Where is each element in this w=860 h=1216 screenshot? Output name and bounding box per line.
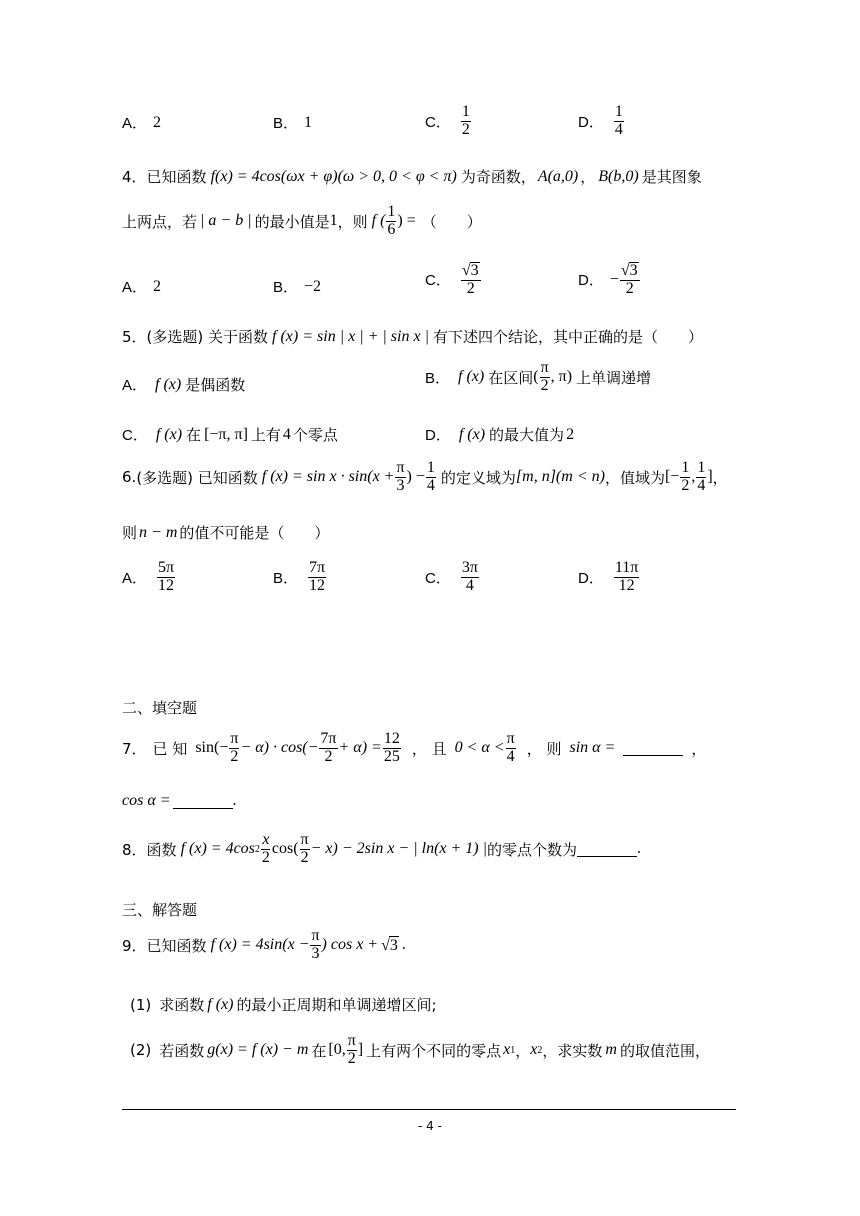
q6-option-d-label: D． [578, 569, 604, 587]
q5-option-a [122, 374, 245, 395]
q6-option-b [273, 560, 327, 595]
q8-answer-blank[interactable] [577, 842, 637, 857]
q5-text: (多选题) 关于函数 [146, 328, 269, 346]
q6-text: 的值不可能是（ ） [179, 524, 330, 542]
q3-option-c-label: C． [425, 113, 451, 131]
q4-text: 是其图象 [641, 168, 702, 186]
q4-option-a [122, 276, 161, 297]
q4-value: 1 [329, 212, 338, 230]
q6-domain: [m, n](m < n) [515, 468, 605, 486]
q5-option-c-text: 上有 [250, 426, 281, 444]
q6-range-frac2: $\frac{1}{4}$ [697, 459, 706, 494]
q8-text: 函数 [146, 840, 177, 859]
q6-option-a-fraction: $\frac{5\pi}{12}$ [158, 559, 175, 594]
q5-option-b-paren: , π) [550, 368, 573, 386]
q4-option-d [578, 262, 641, 298]
q3-option-a-value: 2 [153, 113, 162, 131]
q5-option-b-fraction: $\frac{\pi}{2}$ [540, 359, 549, 394]
q5-option-d [425, 424, 574, 445]
q4-option-a-value: 2 [153, 277, 162, 295]
q6-text: (多选题) 已知函数 [136, 468, 258, 487]
q3-option-d-fraction: $\frac{1}{4}$ [614, 103, 623, 138]
q5-option-b-text: 上单调递增 [576, 368, 652, 387]
q7-expr: − α) · cos(− [240, 739, 319, 757]
q9-part-2-interval: [0, [328, 1041, 346, 1059]
q4-stem-line1 [122, 166, 702, 187]
q8-exponent: 2 [254, 843, 260, 855]
q4-comma: ， [580, 168, 596, 186]
q3-option-a-label: A． [122, 115, 148, 132]
q8-fraction-pi2: $\frac{\pi}{2}$ [300, 831, 309, 866]
q4-option-a-label: A． [122, 279, 148, 296]
q9-part-2-x2-sub: 2 [537, 1044, 543, 1056]
q9-part-2-text: 上有两个不同的零点 [366, 1041, 502, 1060]
q4-text: ，则 [337, 212, 368, 231]
q6-stem-line2 [122, 522, 329, 543]
q7-fraction-pi2: $\frac{\pi}{2}$ [230, 730, 239, 765]
q4-stem-line2 [122, 204, 482, 239]
q4-option-c-label: C． [425, 272, 451, 290]
q5-option-c-text: 个零点 [292, 426, 338, 444]
q7-sin-alpha: sin α = [569, 739, 616, 757]
q9-number: 9． [122, 936, 147, 955]
q9-period: . [401, 936, 406, 954]
q6-text: 的定义域为 [440, 468, 516, 487]
q7-condition: 0 < α < [454, 739, 505, 757]
q3-options-row [122, 112, 161, 133]
q6-option-d [578, 560, 640, 595]
q5-option-b-f: f (x) [458, 368, 485, 386]
q4-option-b-value: −2 [304, 277, 322, 295]
section-title-solutions: 三、解答题 [122, 901, 198, 919]
q5-option-d-label: D． [425, 427, 451, 444]
q5-option-c-text: 在 [186, 426, 202, 444]
q6-fraction-pi3: $\frac{\pi}{3}$ [396, 459, 405, 494]
q4-option-b [273, 276, 321, 297]
q6-option-a-label: A． [122, 569, 148, 587]
q6-fraction-quarter: $\frac{1}{4}$ [426, 459, 435, 494]
q4-point-a: A(a,0) [537, 167, 579, 185]
q5-function: f (x) = sin | x | + | sin x | [272, 327, 429, 345]
q4-text: 为奇函数， [460, 168, 536, 186]
q9-part-2-text: 的取值范围， [619, 1041, 710, 1060]
q5-option-c-value: 4 [282, 425, 291, 443]
q7-cos-alpha: cos α = [122, 792, 171, 809]
q4-f: f ( [371, 212, 386, 230]
q9-part-2-text: 若函数 [159, 1041, 205, 1060]
q3-option-b-value: 1 [304, 113, 313, 131]
q5-text: 有下述四个结论，其中正确的是（ ） [432, 328, 703, 346]
q6-range: , [691, 468, 696, 486]
q7-period: . [232, 792, 237, 809]
q9-part-2-fraction: $\frac{\pi}{2}$ [347, 1032, 356, 1067]
q5-option-c-interval: [−π, π] [204, 425, 248, 443]
q5-option-a-f: f (x) [155, 375, 182, 393]
q5-option-c-f: f (x) [155, 425, 183, 443]
q7-text: ， 且 [411, 739, 447, 758]
q5-option-a-label: A． [122, 377, 148, 394]
q8-number: 8． [122, 840, 147, 859]
q9-part-2-label: (2) [130, 1041, 152, 1060]
q5-option-b-paren: ( [533, 368, 539, 386]
q7-text: ， [691, 739, 707, 758]
q5-option-b-text: 在区间 [488, 368, 534, 387]
q4-text: 上两点，若 [122, 212, 198, 231]
q6-number: 6. [122, 468, 137, 487]
q4-option-c-fraction: $\frac{√3}{2}$ [461, 262, 479, 297]
q9-fraction-pi3: $\frac{\pi}{3}$ [311, 927, 320, 962]
q6-range-frac1: $\frac{1}{2}$ [681, 459, 690, 494]
q6-range: [− [664, 468, 680, 486]
q9-stem [122, 928, 406, 963]
q3-option-d-label: D． [578, 113, 604, 131]
q6-option-b-label: B． [273, 569, 299, 587]
q7-expr: sin(− [195, 739, 229, 757]
q6-function: ) − [406, 468, 425, 486]
q5-option-c [122, 424, 338, 445]
q3-option-d [578, 104, 625, 139]
q9-part-2-m: m [605, 1041, 617, 1059]
q7-expr: + α) = [338, 739, 382, 757]
q9-part-1-f: f (x) [207, 995, 234, 1013]
q5-option-d-text: 的最大值为 [489, 426, 565, 444]
q7-stem-line2 [122, 792, 237, 810]
q4-option-b-label: B． [273, 279, 299, 296]
q4-option-d-fraction: $\frac{√3}{2}$ [620, 262, 638, 297]
q9-sqrt: √3 [381, 936, 398, 954]
q5-option-b-label: B． [425, 369, 451, 387]
q6-option-c-label: C． [425, 569, 451, 587]
q5-option-a-text: 是偶函数 [185, 376, 246, 394]
q6-option-a [122, 560, 176, 595]
q9-part-1-label: (1) [130, 995, 152, 1014]
q5-stem [122, 326, 703, 347]
q9-part-2-x1: x [503, 1041, 511, 1059]
q7-text: 已 知 [152, 739, 188, 758]
q8-function: cos( [271, 840, 299, 858]
q7-fraction-pi4: $\frac{\pi}{4}$ [506, 730, 515, 765]
q6-stem-line1 [122, 460, 728, 495]
q4-abs: | a − b | [200, 212, 252, 230]
q6-function: f (x) = sin x · sin(x + [261, 468, 395, 486]
q5-option-c-label: C． [122, 427, 148, 444]
q5-option-b [425, 360, 651, 395]
q3-option-c [425, 104, 472, 139]
q7-fraction-7pi2: $\frac{7\pi}{2}$ [320, 730, 337, 765]
q7-text: ， 则 [526, 739, 562, 758]
q9-part-2-x1-sub: 1 [510, 1044, 516, 1056]
q6-text: ， [712, 468, 728, 487]
q5-number: 5． [122, 328, 147, 346]
q9-part-1-text: 求函数 [159, 996, 205, 1014]
q9-part-2-x2: x [530, 1041, 538, 1059]
q9-function: f (x) = 4sin(x − [210, 936, 310, 954]
q7-answer-blank-2[interactable] [173, 794, 233, 809]
q4-text: 已知函数 [146, 168, 207, 186]
q6-option-c [425, 560, 480, 595]
q4-text: 的最小值是 [254, 212, 330, 231]
q9-part-1-text: 的最小正周期和单调递增区间; [236, 996, 437, 1014]
q8-stem [122, 832, 641, 867]
q8-period: . [637, 840, 642, 858]
section-title-fill-in: 二、填空题 [122, 699, 198, 717]
q7-fraction-value: $\frac{12}{25}$ [383, 730, 400, 765]
q9-part-2-g: g(x) = f (x) − m [207, 1041, 309, 1059]
q8-fraction-x2: $\frac{x}{2}$ [261, 831, 270, 866]
q6-option-b-fraction: $\frac{7\pi}{12}$ [309, 559, 326, 594]
q5-option-d-f: f (x) [458, 425, 486, 443]
q5-option-d-value: 2 [566, 425, 575, 443]
q4-number: 4． [122, 168, 147, 186]
q3-option-c-fraction: $\frac{1}{2}$ [461, 103, 470, 138]
page-number: - 4 - [418, 1119, 442, 1133]
q9-text: 已知函数 [146, 936, 207, 955]
q3-option-b [273, 112, 312, 133]
q9-part-2-interval: ] [357, 1041, 364, 1059]
q9-part-1 [130, 994, 437, 1015]
q4-point-b: B(b,0) [598, 167, 639, 185]
q4-answer-paren: （ ） [421, 212, 482, 231]
q4-fraction: $\frac{1}{6}$ [387, 203, 396, 238]
q3-option-b-label: B． [273, 115, 299, 132]
q4-function: f(x) = 4cos(ωx + φ)(ω > 0, 0 < φ < π) [210, 167, 457, 185]
q4-option-d-label: D． [578, 272, 604, 290]
q9-function: ) cos x + [321, 936, 379, 954]
q6-option-c-fraction: $\frac{3\pi}{4}$ [461, 559, 478, 594]
q6-text: ，值域为 [604, 468, 665, 487]
q7-answer-blank-1[interactable] [623, 741, 683, 756]
footer-divider [122, 1109, 736, 1110]
q7-number: 7． [122, 739, 147, 758]
q6-option-d-fraction: $\frac{11\pi}{12}$ [614, 559, 639, 594]
q7-stem-line1 [122, 731, 706, 766]
q6-expression: n − m [139, 523, 178, 541]
q6-range: ] [707, 468, 713, 486]
q9-part-2-text: ， [515, 1041, 531, 1060]
q9-part-2-text: ，求实数 [542, 1041, 603, 1060]
q6-text: 则 [122, 524, 138, 542]
q9-part-2-text: 在 [311, 1041, 327, 1060]
q4-option-c [425, 262, 482, 298]
q4-option-d-sign: − [609, 270, 619, 288]
q9-part-2 [130, 1033, 710, 1068]
q8-function: − x) − 2sin x − | ln(x + 1) | [310, 840, 488, 858]
q8-function: f (x) = 4cos [180, 840, 255, 858]
q4-f: ) = [397, 212, 416, 230]
q8-text: 的零点个数为 [487, 840, 578, 859]
